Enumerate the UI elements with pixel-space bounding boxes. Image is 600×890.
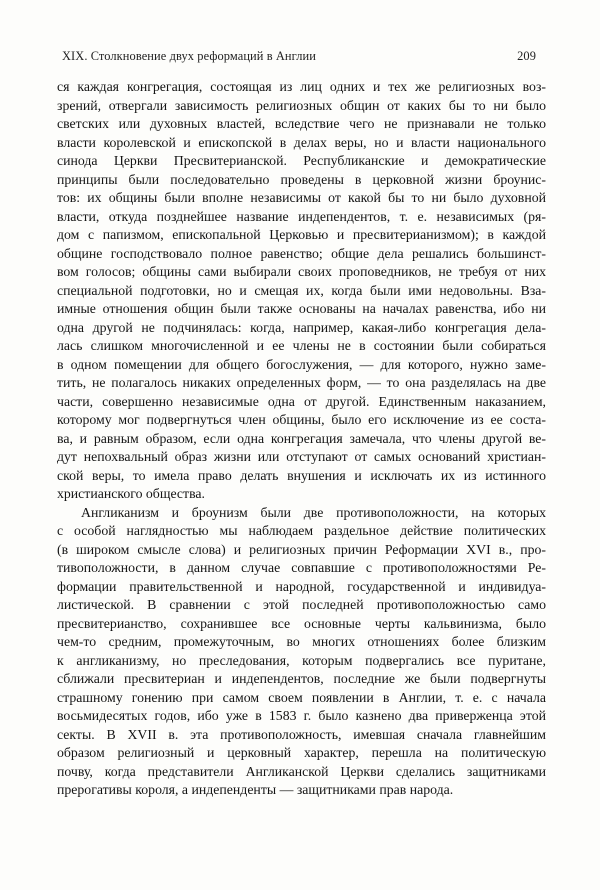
text-line: к англиканизму, но преследования, которым подвергались все пуритане, [57,652,546,668]
text-line: принципы были последовательно проведены в церковной жизни броунис- [57,171,546,187]
text-line: ся каждая конгрегация, состоящая из лиц одних и тех же религиозных воз- [57,79,546,94]
text-line: тов: их общины были вполне независимы от какой бы то ни было духовной [57,190,546,205]
text-line: лась слишком многочисленной и ее члены не в состоянии были собираться [57,338,546,353]
text-line: части, совершенно независимые одна от другой. Единственным наказанием, [57,393,546,409]
text-line: Англиканизм и броунизм были две противоположности, на которых [81,504,546,520]
text-line: тить, не полагалось никаких определенных форм, — то она разделялась на две [57,375,546,390]
text-line: власти, откуда позднейшее название индепендентов, т. е. независимых (ря- [57,208,546,224]
text-line: в одном помещении для общего богослужения, — для которого, нужно заме- [57,356,546,372]
paragraph [57,78,546,504]
text-line: дом с папизмом, епископальной Церковью и пресвитерианизмом); в каждой [57,227,546,242]
text-line: листической. В сравнении с этой последней противоположностью само [57,597,546,612]
text-line: вом голосов; общины сами выбирали своих проповедников, не требуя от них [57,264,546,279]
text-line: с особой наглядностью мы наблюдаем раздельное действие политических [57,523,546,538]
text-line: страшному гонению при самом своем появлении в Англии, т. е. с начала [57,689,546,705]
page-body [57,78,546,800]
text-line: (в широком смысле слова) и религиозных причин Реформации XVI в., про- [57,541,546,557]
text-line: ской веры, то имела право делать внушения и исключать их из истинного [57,467,546,483]
text-line: власти королевской и епископской в делах веры, но и власти национального [57,134,546,150]
text-line: специальной подготовки, но и смещая их, когда были ими недовольны. Вза- [57,282,546,298]
text-line: тивоположности, в данном случае совпавшие с противоположностями Ре- [57,560,546,575]
text-line: сближали пресвитериан и индепендентов, последние же были подвергнуты [57,671,546,686]
text-line: одна другой не подчинялась: когда, например, какая-либо конгрегация дела- [57,319,546,335]
text-line: почву, когда представители Англиканской Церкви сделались защитниками [57,763,546,779]
text-line: светских или духовных властей, вследствие чего не признавали не только [57,116,546,131]
text-line: восьмидесятых годов, ибо уже в 1583 г. было казнено два приверженца этой [57,708,546,723]
page-number: 209 [517,49,536,63]
text-line: которому мог подвергнуться член общины, было его исключение из ее соста- [57,412,546,427]
text-line: христианского общества. [57,486,205,501]
text-line: образом религиозный и церковный характер, перешла на политическую [57,745,546,760]
text-line: имные отношения общин были также основаны на началах равенства, ибо ни [57,301,546,316]
chapter-title: XIX. Столкновение двух реформаций в Англии [62,49,316,63]
text-line: формации правительственной и народной, государственной и индивидуа- [57,578,546,594]
text-line: чем-то средним, промежуточным, во многих отношениях более близким [57,634,546,649]
text-line: зрений, отвергали зависимость религиозных общин от каких бы то ни было [57,97,546,113]
paragraph [57,504,546,800]
text-line: секты. В XVII в. эта противоположность, имевшая сначала главнейшим [57,726,546,742]
running-header [62,49,536,64]
text-line: дут непохвальный образ жизни или отступают от самых оснований христиан- [57,449,546,464]
text-line: синода Церкви Пресвитерианской. Республиканские и демократические [57,153,546,168]
text-line: пресвитерианство, сохранившее все основные черты кальвинизма, было [57,615,546,631]
text-line: общине господствовало полное равенство; общие дела решались большинст- [57,245,546,261]
text-line: ва, и равным образом, если одна конгрегация замечала, что члены другой ве- [57,430,546,446]
text-line: прерогативы короля, а индепенденты — защитниками прав народа. [57,782,454,797]
